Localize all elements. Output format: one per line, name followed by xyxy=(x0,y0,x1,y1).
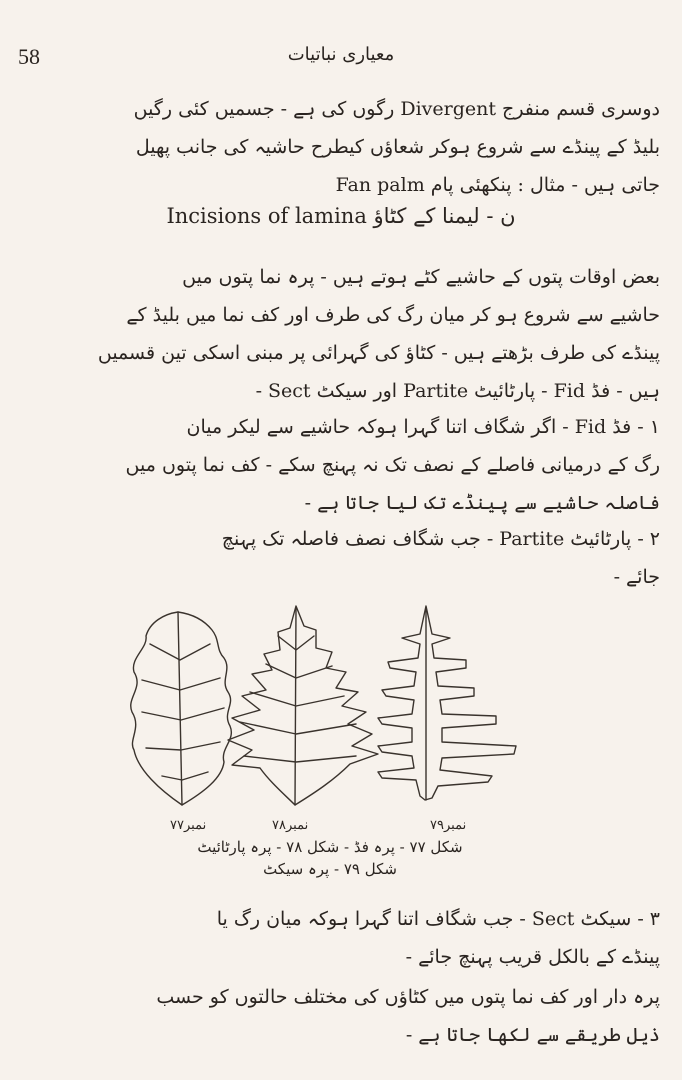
text-line: رگ کے درمیانی فاصلے کے نصف تک نہ پہنچ سکے - کف نما پتوں میں xyxy=(125,454,660,476)
paragraph-incisions-intro xyxy=(20,258,660,410)
page-number: 58 xyxy=(18,44,40,69)
text-line: بعض اوقات پتوں کے حاشیے کٹے ہوتے ہیں - پرہ نما پتوں میں xyxy=(182,266,660,288)
paragraph-partite xyxy=(20,520,660,596)
running-title: معیاری نباتیات xyxy=(287,44,395,65)
paragraph-sect xyxy=(20,900,660,976)
text-line: حاشیے سے شروع ہو کر میان رگ کی طرف اور کف نما میں بلیڈ کے xyxy=(126,304,660,326)
text-line: ۳ - سیکٹ Sect - جب شگاف اتنا گہرا ہوکہ میان رگ یا xyxy=(216,908,660,930)
text-line: فاصلہ حاشیے سے پینڈے تک لیا جاتا ہے - xyxy=(304,492,660,514)
text-line: جائے - xyxy=(613,566,660,588)
leaf-incision-figure xyxy=(120,600,540,815)
leaf-78-drawing xyxy=(228,606,378,805)
paragraph-notation xyxy=(20,978,660,1054)
text-line: پینڈے کے بالکل قریب پہنچ جائے - xyxy=(405,946,660,968)
text-line: ذیل طریقے سے لکھا جاتا ہے - xyxy=(405,1024,660,1046)
text-line: پینڈے کی طرف بڑھتے ہیں - کٹاؤ کی گہرائی پر مبنی اسکی تین قسمیں xyxy=(97,342,660,364)
paragraph-fid xyxy=(20,408,660,522)
figure-caption-line-2: شکل ۷۹ - پرہ سیکٹ xyxy=(263,860,397,878)
text-line: پرہ دار اور کف نما پتوں میں کٹاؤں کی مختلف حالتوں کو حسب xyxy=(156,986,660,1008)
leaf-77-drawing xyxy=(131,612,232,805)
text-line: بلیڈ کے پینڈے سے شروع ہوکر شعاؤں کیطرح حاشیہ کی جانب پھیل xyxy=(135,136,660,158)
text-line: ۱ - فڈ Fid - اگر شگاف اتنا گہرا ہوکہ حاشیے سے لیکر میان xyxy=(186,416,660,438)
leaf-label-78: نمبر۷۸ xyxy=(272,818,309,833)
text-line: ۲ - پارٹائیٹ Partite - جب شگاف نصف فاصلہ تک پہنچ xyxy=(221,528,660,550)
figure-caption-line-1: شکل ۷۷ - پرہ فڈ - شکل ۷۸ - پرہ پارٹائیٹ xyxy=(197,838,463,856)
leaf-label-79: نمبر۷۹ xyxy=(430,818,467,833)
paragraph-divergent-venation xyxy=(20,90,660,204)
section-heading: ن - لیمنا کے کٹاؤ Incisions of lamina xyxy=(166,204,516,228)
leaf-label-77: نمبر۷۷ xyxy=(170,818,207,833)
text-line: ہیں - فڈ Fid - پارٹائیٹ Partite اور سیکٹ Sect - xyxy=(255,380,660,402)
text-line: جاتی ہیں - مثال : پنکھئی پام Fan palm xyxy=(335,174,660,196)
leaf-79-drawing xyxy=(378,606,516,800)
text-line: دوسری قسم منفرج Divergent رگوں کی ہے - جسمیں کئی رگیں xyxy=(133,98,660,120)
